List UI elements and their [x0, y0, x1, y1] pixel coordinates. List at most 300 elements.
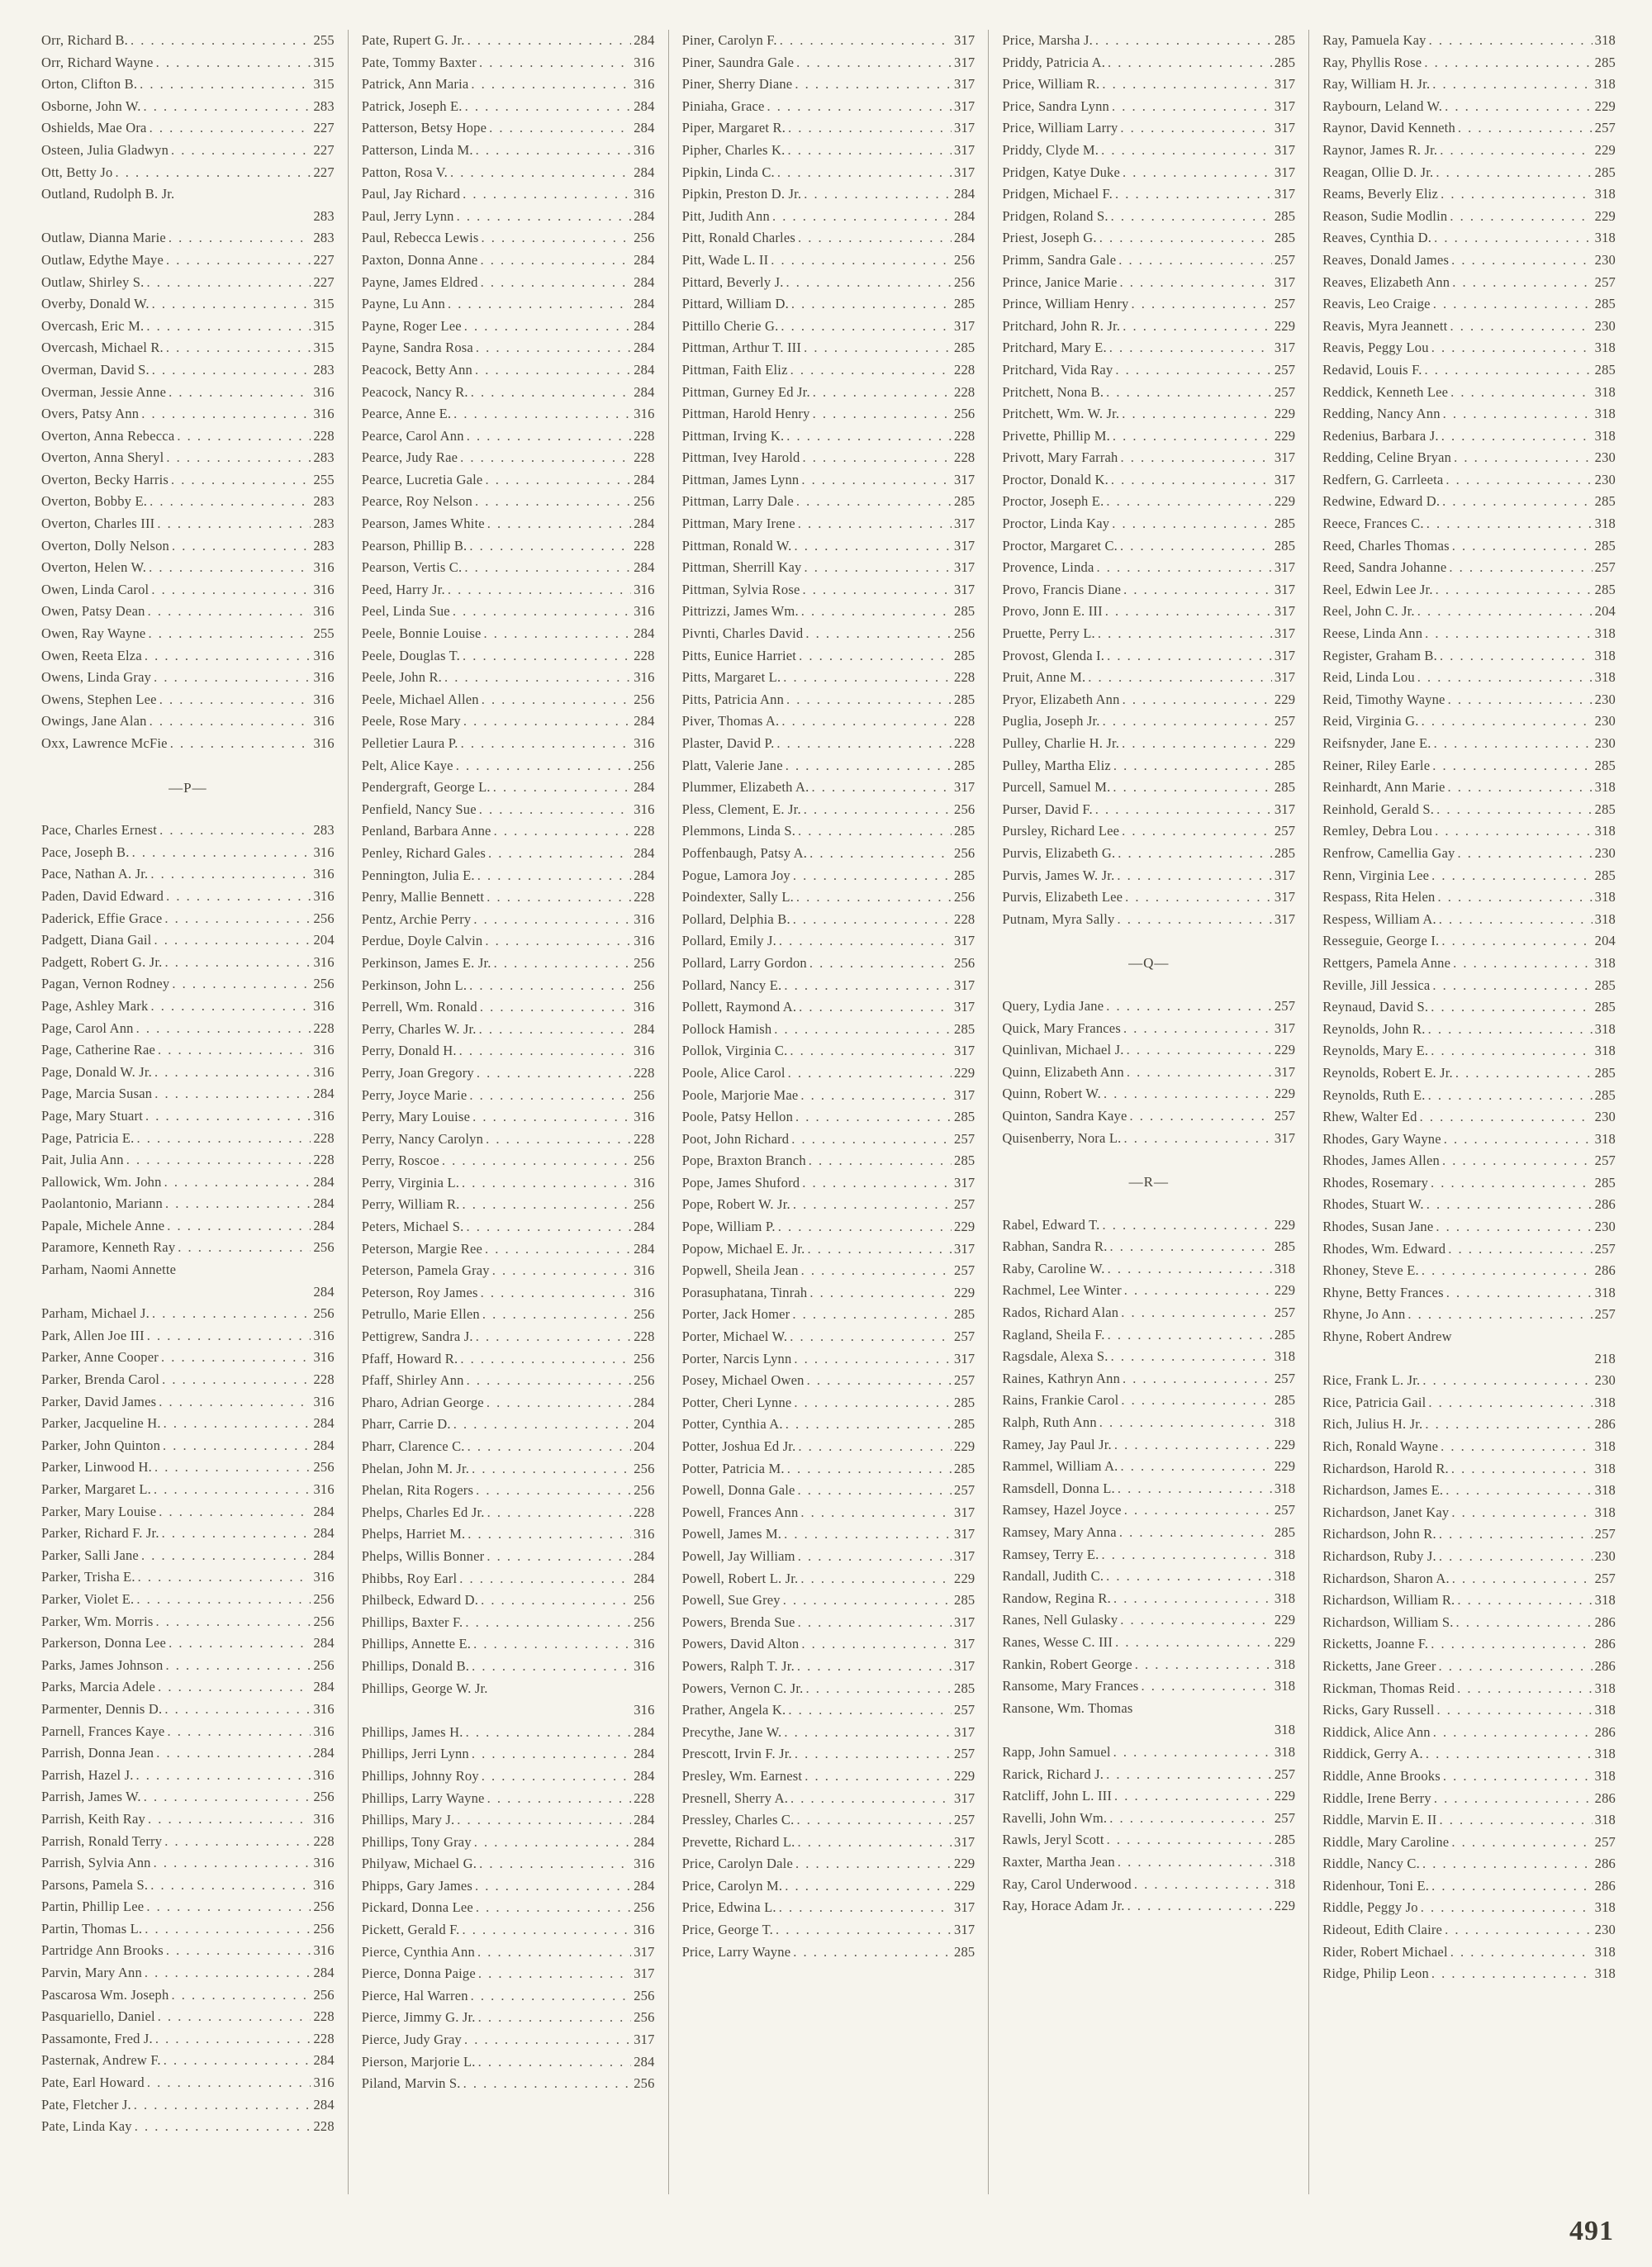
entry-name: Pittard, William D.	[681, 296, 789, 312]
entry-name: Pogue, Lamora Joy	[681, 867, 790, 883]
index-entry	[41, 1193, 335, 1215]
entry-page: 317	[1274, 889, 1296, 905]
dot-leader	[151, 579, 311, 601]
index-entry	[1322, 140, 1616, 162]
entry-page: 228	[634, 449, 655, 466]
index-entry	[1002, 755, 1295, 777]
dot-leader	[171, 469, 311, 492]
entry-name: Pittillo Cherie G.	[681, 317, 779, 334]
entry-name: Osborne, John W.	[41, 97, 141, 114]
dot-leader	[793, 865, 952, 887]
entry-page: 285	[1594, 537, 1616, 554]
page-number: 491	[1569, 2216, 1614, 2246]
dot-leader	[453, 1414, 632, 1436]
entry-name: Rados, Richard Alan	[1002, 1305, 1119, 1321]
dot-leader	[1451, 1502, 1592, 1524]
entry-page: 316	[313, 866, 335, 882]
index-entry	[1322, 1941, 1616, 1964]
entry-page: 316	[634, 76, 655, 93]
dot-leader	[787, 1458, 952, 1480]
entry-name: Raby, Caroline W.	[1002, 1260, 1105, 1276]
entry-name: Peele, Douglas T.	[361, 647, 460, 663]
dot-leader	[461, 733, 632, 755]
index-entry	[682, 557, 976, 579]
entry-name: Parker, Margaret L.	[41, 1481, 151, 1497]
dot-leader	[1106, 1566, 1272, 1588]
dot-leader	[799, 645, 952, 668]
entry-page: 318	[1594, 779, 1616, 796]
index-entry	[1002, 447, 1295, 469]
dot-leader	[772, 206, 952, 228]
entry-name: Pritchard, Mary E.	[1002, 340, 1107, 356]
dot-leader	[159, 820, 311, 842]
entry-name: Pate, Fletcher J.	[41, 2096, 131, 2113]
entry-page: 229	[1274, 1086, 1296, 1102]
entry-name: Pittard, Beverly J.	[681, 273, 784, 290]
entry-name: Poindexter, Sally L.	[681, 889, 794, 905]
index-entry	[1002, 206, 1295, 228]
dot-leader	[1111, 1346, 1272, 1368]
dot-leader	[164, 1831, 311, 1853]
entry-page: 284	[634, 207, 655, 224]
entry-name: Puglia, Joseph Jr.	[1002, 713, 1100, 730]
dot-leader	[1436, 1216, 1592, 1238]
entry-page: 256	[634, 1987, 655, 2003]
dot-leader	[164, 1172, 311, 1194]
dot-leader	[167, 1721, 311, 1743]
entry-name: Price, Marsha J.	[1002, 32, 1093, 48]
dot-leader	[805, 557, 952, 579]
index-entry	[1002, 140, 1295, 162]
index-entry	[682, 1304, 976, 1326]
entry-page: 318	[1594, 1680, 1616, 1696]
entry-page: 318	[1274, 1743, 1296, 1760]
entry-name: Reel, John C. Jr.	[1322, 603, 1415, 620]
entry-page: 284	[313, 2052, 335, 2069]
entry-name: Popow, Michael E. Jr.	[681, 1240, 805, 1257]
entry-name: Payne, James Eldred	[361, 273, 478, 290]
index-entry	[41, 1457, 335, 1479]
dot-leader	[462, 1172, 631, 1195]
entry-name: Priddy, Patricia A.	[1002, 54, 1106, 70]
dot-leader	[469, 535, 631, 558]
entry-name: Pope, James Shuford	[681, 1174, 800, 1191]
entry-page: 284	[634, 97, 655, 114]
dot-leader	[465, 1612, 631, 1634]
entry-page: 256	[634, 2009, 655, 2026]
entry-name: Priest, Joseph G.	[1002, 230, 1097, 246]
entry-page: 256	[313, 1789, 335, 1805]
index-entry	[41, 1852, 335, 1875]
entry-page: 315	[313, 317, 335, 334]
entry-page: 229	[1274, 1788, 1296, 1804]
dot-leader	[457, 206, 632, 228]
entry-page: 317	[954, 779, 976, 796]
dot-leader	[1431, 865, 1593, 887]
entry-page: 316	[313, 1942, 335, 1959]
entry-page: 318	[1594, 1592, 1616, 1609]
index-entry	[682, 227, 976, 250]
index-entry	[41, 250, 335, 272]
dot-leader	[448, 579, 631, 601]
entry-page: 228	[634, 1789, 655, 1806]
dot-leader	[1099, 1412, 1272, 1434]
entry-name: Oshields, Mae Ora	[41, 120, 147, 136]
entry-page: 284	[634, 1812, 655, 1828]
entry-page: 284	[634, 844, 655, 861]
entry-name: Price, William R.	[1002, 76, 1100, 93]
entry-name: Parrish, Keith Ray	[41, 1810, 145, 1827]
entry-name: Rettgers, Pamela Anne	[1322, 954, 1451, 971]
entry-page: 284	[313, 1086, 335, 1102]
dot-leader	[784, 1722, 952, 1744]
index-entry	[1002, 1412, 1295, 1434]
entry-name: Redavid, Louis F.	[1322, 361, 1422, 378]
entry-page: 316	[634, 910, 655, 927]
entry-page: 317	[954, 471, 976, 487]
entry-page: 286	[1594, 1416, 1616, 1433]
dot-leader	[1434, 733, 1593, 755]
entry-page: 317	[954, 32, 976, 48]
index-column-3	[668, 30, 989, 2194]
dot-leader	[463, 183, 631, 206]
entry-page: 284	[313, 1525, 335, 1542]
index-entry	[682, 52, 976, 74]
entry-page: 257	[1594, 1240, 1616, 1257]
dot-leader	[801, 469, 952, 492]
entry-name: Page, Carol Ann	[41, 1019, 134, 1036]
entry-name: Pittman, Sylvia Rose	[681, 581, 800, 597]
entry-name: Piland, Marvin S.	[361, 2075, 461, 2092]
entry-name: Riddle, Anne Brooks	[1322, 1767, 1441, 1784]
index-entry	[682, 1238, 976, 1261]
entry-name: Perry, Nancy Carolyn	[361, 1130, 484, 1147]
entry-page: 318	[1594, 186, 1616, 202]
entry-page: 228	[313, 1019, 335, 1036]
dot-leader	[1122, 733, 1272, 755]
entry-page: 256	[634, 691, 655, 707]
index-entry	[1322, 1678, 1616, 1700]
index-entry	[1322, 1722, 1616, 1744]
dot-leader	[1123, 1368, 1272, 1390]
entry-page: 230	[1594, 691, 1616, 707]
dot-leader	[800, 1085, 952, 1107]
entry-page: 229	[1594, 141, 1616, 158]
entry-page: 318	[1594, 1020, 1616, 1037]
dot-leader	[478, 2007, 632, 2029]
entry-name: Ray, Carol Underwood	[1002, 1875, 1132, 1892]
index-entry	[1322, 1370, 1616, 1392]
index-entry	[1002, 316, 1295, 338]
entry-page: 284	[634, 2053, 655, 2070]
entry-name: Pierce, Hal Warren	[361, 1987, 468, 2003]
index-entry	[362, 1458, 655, 1480]
index-entry	[362, 1062, 655, 1085]
entry-name: Ridenhour, Toni E.	[1322, 1877, 1430, 1894]
dot-leader	[1117, 909, 1271, 931]
dot-leader	[798, 1546, 952, 1568]
entry-page: 316	[634, 1284, 655, 1300]
entry-name: Pridgen, Michael F.	[1002, 186, 1113, 202]
index-entry	[1322, 689, 1616, 711]
index-entry	[1322, 469, 1616, 492]
entry-page: 286	[1594, 1789, 1616, 1806]
entry-page: 284	[634, 559, 655, 576]
entry-name: Register, Graham B.	[1322, 647, 1437, 663]
entry-page: 256	[313, 1986, 335, 2003]
entry-name: Reece, Frances C.	[1322, 516, 1424, 532]
entry-name: Ott, Betty Jo	[41, 164, 113, 180]
entry-page: 257	[1274, 361, 1296, 378]
index-entry	[362, 667, 655, 689]
index-entry	[41, 1172, 335, 1194]
index-entry	[41, 1413, 335, 1435]
entry-name: Presnell, Sherry A.	[681, 1789, 789, 1806]
index-entry	[682, 777, 976, 799]
entry-name: Pollard, Delphia B.	[681, 910, 790, 927]
entry-page: 257	[1594, 1526, 1616, 1542]
entry-page: 318	[1594, 1965, 1616, 1982]
entry-page: 284	[313, 1217, 335, 1233]
entry-page: 256	[313, 1920, 335, 1937]
entry-name: Price, Larry Wayne	[681, 1943, 791, 1960]
index-entry	[41, 1962, 335, 1984]
dot-leader	[1452, 272, 1592, 294]
entry-page: 317	[954, 1086, 976, 1103]
index-entry	[682, 1348, 976, 1371]
index-entry	[1322, 1590, 1616, 1612]
entry-page: 228	[313, 1152, 335, 1168]
index-entry	[682, 1150, 976, 1172]
entry-page: 256	[954, 889, 976, 905]
entry-page: 318	[1594, 647, 1616, 663]
entry-name: Pittman, Faith Eliz	[681, 361, 788, 378]
entry-page: 284	[634, 1240, 655, 1257]
index-entry	[682, 1062, 976, 1085]
entry-name: Rawls, Jeryl Scott	[1002, 1832, 1104, 1848]
entry-page: 284	[313, 1547, 335, 1563]
index-entry	[1322, 1568, 1616, 1590]
entry-name: Putnam, Myra Sally	[1002, 910, 1115, 927]
entry-name: Potter, Joshua Ed Jr.	[681, 1438, 796, 1454]
entry-page: 316	[313, 383, 335, 400]
entry-page: 257	[954, 1812, 976, 1828]
entry-name: Pitts, Patricia Ann	[681, 691, 785, 707]
dot-leader	[115, 162, 311, 184]
dot-leader	[786, 272, 952, 294]
index-entry	[362, 140, 655, 162]
entry-page: 316	[313, 1723, 335, 1739]
dot-leader	[465, 96, 632, 118]
index-entry	[682, 755, 976, 777]
entry-name: Price, William Larry	[1002, 120, 1118, 136]
entry-page: 285	[954, 296, 976, 312]
index-entry	[362, 1875, 655, 1898]
entry-name: Perry, Joyce Marie	[361, 1086, 468, 1103]
index-entry	[1322, 820, 1616, 843]
entry-name: Powell, James M.	[681, 1526, 782, 1542]
dot-leader	[1422, 711, 1593, 733]
entry-name: Phelan, John M. Jr.	[361, 1460, 470, 1476]
entry-name: Raynor, James R. Jr.	[1322, 141, 1438, 158]
dot-leader	[1425, 359, 1593, 382]
dot-leader	[1124, 1280, 1272, 1302]
index-entry	[1002, 469, 1295, 492]
entry-name: Powers, David Alton	[681, 1636, 800, 1652]
dot-leader	[1436, 799, 1593, 821]
dot-leader	[1107, 1829, 1272, 1851]
dot-leader	[494, 820, 632, 843]
entry-name: Overby, Donald W.	[41, 296, 150, 312]
entry-page: 228	[634, 1504, 655, 1520]
index-entry	[362, 1788, 655, 1810]
entry-page: 316	[634, 1657, 655, 1674]
entry-page: 204	[1594, 603, 1616, 620]
entry-name: Pivnti, Charles David	[681, 625, 804, 642]
dot-leader	[1111, 469, 1272, 492]
entry-name: Pittman, Sherrill Kay	[681, 559, 802, 576]
entry-page: 285	[1594, 54, 1616, 70]
dot-leader	[167, 1215, 311, 1238]
entry-page: 284	[634, 273, 655, 290]
dot-leader	[1429, 30, 1593, 52]
index-entry	[1322, 975, 1616, 997]
index-entry	[1002, 1258, 1295, 1281]
index-entry	[682, 491, 976, 513]
dot-leader	[166, 447, 311, 469]
dot-leader	[166, 1940, 311, 1962]
entry-page: 229	[1274, 317, 1296, 334]
dot-leader	[783, 667, 952, 689]
dot-leader	[1439, 1523, 1593, 1546]
index-entry	[1322, 733, 1616, 755]
dot-leader	[1113, 1588, 1272, 1610]
index-entry	[362, 1743, 655, 1766]
index-entry	[41, 272, 335, 294]
entry-name: Phillips, Jerri Lynn	[361, 1746, 469, 1762]
dot-leader	[146, 316, 311, 338]
index-entry	[1322, 601, 1616, 623]
index-entry	[41, 842, 335, 864]
dot-leader	[798, 227, 952, 250]
entry-name: Richardson, Sharon A.	[1322, 1570, 1450, 1586]
entry-name: Pittman, Arthur T. III	[681, 340, 802, 356]
dot-leader	[1112, 513, 1272, 535]
entry-page: 256	[313, 976, 335, 992]
index-entry	[362, 535, 655, 558]
entry-name: Rideout, Edith Claire	[1322, 1922, 1443, 1938]
entry-page: 317	[1274, 1129, 1296, 1146]
index-entry	[1322, 1194, 1616, 1216]
entry-page: 284	[634, 779, 655, 796]
index-entry	[1322, 843, 1616, 865]
index-entry	[1002, 1895, 1295, 1918]
entry-name: Paramore, Kenneth Ray	[41, 1239, 176, 1256]
index-entry	[362, 645, 655, 668]
entry-name: Pierce, Judy Gray	[361, 2032, 462, 2048]
dot-leader	[1432, 975, 1592, 997]
index-entry	[1322, 1062, 1616, 1085]
entry-name: Peterson, Margie Ree	[361, 1240, 482, 1257]
index-entry	[682, 382, 976, 404]
entry-page: 256	[954, 273, 976, 290]
index-entry	[682, 1414, 976, 1436]
entry-page: 316	[634, 1174, 655, 1191]
entry-name: Philbeck, Edward D.	[361, 1592, 479, 1609]
entry-page: 318	[1594, 1504, 1616, 1520]
dot-leader	[1127, 1895, 1272, 1918]
dot-leader	[798, 1612, 952, 1634]
index-entry	[362, 2051, 655, 2074]
entry-name: Parker, Jacqueline H.	[41, 1415, 161, 1432]
dot-leader	[1102, 1214, 1271, 1237]
entry-page: 283	[313, 516, 335, 532]
index-entry	[41, 316, 335, 338]
index-entry	[1322, 557, 1616, 579]
entry-name: Popwell, Sheila Jean	[681, 1262, 799, 1279]
index-entry	[41, 733, 335, 755]
entry-name: Plummer, Elizabeth A.	[681, 779, 809, 796]
index-entry	[682, 1040, 976, 1062]
index-entry	[1002, 1522, 1295, 1544]
index-entry	[1322, 1392, 1616, 1414]
dot-leader	[453, 403, 631, 425]
entry-page: 257	[1274, 1305, 1296, 1321]
entry-page: 317	[1274, 801, 1296, 817]
entry-page: 318	[1274, 1722, 1296, 1738]
dot-leader	[1113, 755, 1272, 777]
entry-name: Petrullo, Marie Ellen	[361, 1306, 480, 1323]
entry-page: 284	[634, 471, 655, 487]
index-entry	[1322, 1743, 1616, 1766]
entry-page: 229	[954, 1219, 976, 1235]
index-entry	[1322, 1436, 1616, 1458]
dot-leader	[1446, 1480, 1592, 1502]
entry-page: 285	[954, 1943, 976, 1960]
index-entry	[1322, 162, 1616, 184]
entry-name: Reaves, Cynthia D.	[1322, 230, 1432, 246]
entry-name: Parham, Michael J.	[41, 1305, 150, 1322]
dot-leader	[790, 1040, 952, 1062]
entry-page: 256	[634, 1086, 655, 1103]
entry-name: Piner, Carolyn F.	[681, 32, 777, 48]
index-entry	[682, 930, 976, 953]
entry-name: Pursley, Richard Lee	[1002, 823, 1120, 839]
dot-leader	[1108, 1258, 1272, 1281]
entry-page: 318	[1594, 1899, 1616, 1916]
index-entry	[682, 359, 976, 382]
dot-leader	[1448, 777, 1593, 799]
index-entry	[41, 293, 335, 316]
entry-name: Philyaw, Michael G.	[361, 1856, 477, 1872]
entry-name: Pharo, Adrian George	[361, 1394, 484, 1410]
entry-name: Pierce, Cynthia Ann	[361, 1943, 475, 1960]
index-entry	[41, 1984, 335, 2007]
index-entry	[1322, 1633, 1616, 1656]
dot-leader	[1113, 1742, 1272, 1764]
dot-leader	[152, 293, 311, 316]
dot-leader	[148, 601, 311, 623]
entry-name: Potter, Patricia M.	[681, 1460, 785, 1476]
index-entry	[41, 162, 335, 184]
dot-leader	[158, 1676, 311, 1699]
entry-name: Powell, Donna Gale	[681, 1482, 795, 1499]
dot-leader	[141, 403, 311, 425]
entry-page: 317	[954, 1240, 976, 1257]
dot-leader	[1436, 162, 1592, 184]
entry-page: 284	[634, 1877, 655, 1894]
entry-page: 229	[1594, 97, 1616, 114]
